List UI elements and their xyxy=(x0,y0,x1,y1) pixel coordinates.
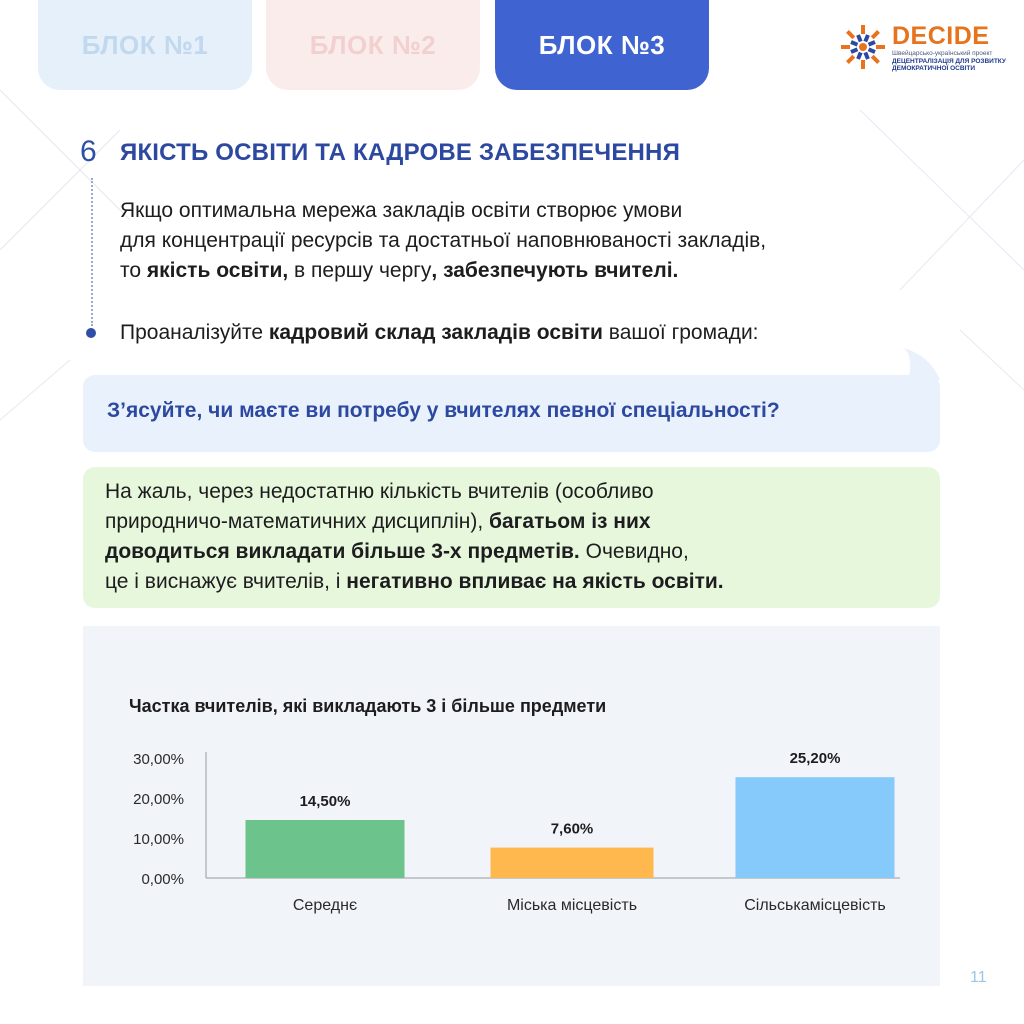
logo-name: DECIDE xyxy=(892,22,990,50)
intro-paragraph xyxy=(120,196,950,286)
answer-fragment: це і виснажує вчителів, і xyxy=(105,570,347,593)
answer-line xyxy=(105,537,925,567)
page-number: 11 xyxy=(970,969,987,986)
tab-block-2[interactable]: БЛОК №2 xyxy=(266,0,480,90)
section-title: ЯКІСТЬ ОСВІТИ ТА КАДРОВЕ ЗАБЕЗПЕЧЕННЯ xyxy=(120,139,681,166)
bar-data-label: 14,50% xyxy=(299,793,351,810)
y-tick-label: 10,00% xyxy=(133,831,184,848)
bullet-text: вашої громади: xyxy=(602,321,759,344)
bullet-dot xyxy=(86,328,96,338)
chart-bar xyxy=(246,820,405,878)
decide-logo xyxy=(838,22,1006,72)
answer-emphasis: багатьом із них xyxy=(489,510,651,533)
bullet-item xyxy=(120,318,759,348)
y-tick-label: 20,00% xyxy=(133,791,184,808)
intro-text: в першу чергу xyxy=(288,259,432,282)
answer-fragment: Очевидно, xyxy=(579,540,689,563)
logo-subtitle-line1: Швейцарсько-український проект xyxy=(892,50,993,57)
answer-text xyxy=(105,477,925,597)
chart-bar xyxy=(736,777,895,878)
intro-emphasis: якість освіти, xyxy=(146,259,289,282)
answer-box xyxy=(83,467,940,608)
bar-data-label: 7,60% xyxy=(550,820,594,838)
tab-block-3[interactable]: БЛОК №3 xyxy=(495,0,709,90)
intro-line: Якщо оптимальна мережа закладів освіти створює умови xyxy=(120,199,683,222)
intro-text: то xyxy=(120,259,147,282)
bullet-text: Проаналізуйте xyxy=(120,321,269,344)
tab-block-1[interactable]: БЛОК №1 xyxy=(38,0,252,90)
x-category-label: Міська місцевість xyxy=(506,897,638,914)
logo-subtitle-line2: ДЕЦЕНТРАЛІЗАЦІЯ ДЛЯ РОЗВИТКУ xyxy=(892,57,1006,65)
logo-subtitle xyxy=(892,50,1006,73)
answer-fragment: природничо-математичних дисциплін), xyxy=(105,510,489,533)
y-tick-label: 30,00% xyxy=(133,751,184,768)
y-tick-label: 0,00% xyxy=(141,871,184,888)
chart-title: Частка вчителів, які викладають 3 і більше предмети xyxy=(129,696,607,716)
question-text: З’ясуйте, чи маєте ви потребу у вчителях певної спеціальності? xyxy=(107,399,780,422)
timeline-divider xyxy=(91,178,93,326)
section-number: 6 xyxy=(80,135,97,168)
chart-bar xyxy=(491,848,654,878)
x-category-label: Сільськамісцевість xyxy=(744,897,886,914)
answer-line: На жаль, через недостатню кількість вчителів (особливо xyxy=(105,480,654,503)
x-category-label: Середнє xyxy=(292,897,358,914)
answer-emphasis: негативно впливає на якість освіти. xyxy=(346,570,724,593)
answer-emphasis: доводиться викладати більше 3-х предметів. xyxy=(105,540,580,563)
logo-subtitle-line3: ДЕМОКРАТИЧНОЇ ОСВІТИ xyxy=(892,65,975,72)
question-box xyxy=(83,375,940,452)
decide-logo-icon xyxy=(838,22,888,72)
answer-line xyxy=(105,507,925,537)
chart-panel xyxy=(83,626,940,986)
bar-chart xyxy=(83,626,940,986)
bullet-emphasis: кадровий склад закладів освіти xyxy=(268,321,603,344)
answer-line xyxy=(105,567,925,597)
bar-data-label: 25,20% xyxy=(789,750,841,768)
intro-emphasis: , забезпечують вчителі. xyxy=(431,259,679,282)
intro-line xyxy=(120,259,678,282)
intro-line: для концентрації ресурсів та достатньої наповнюваності закладів, xyxy=(120,229,767,252)
